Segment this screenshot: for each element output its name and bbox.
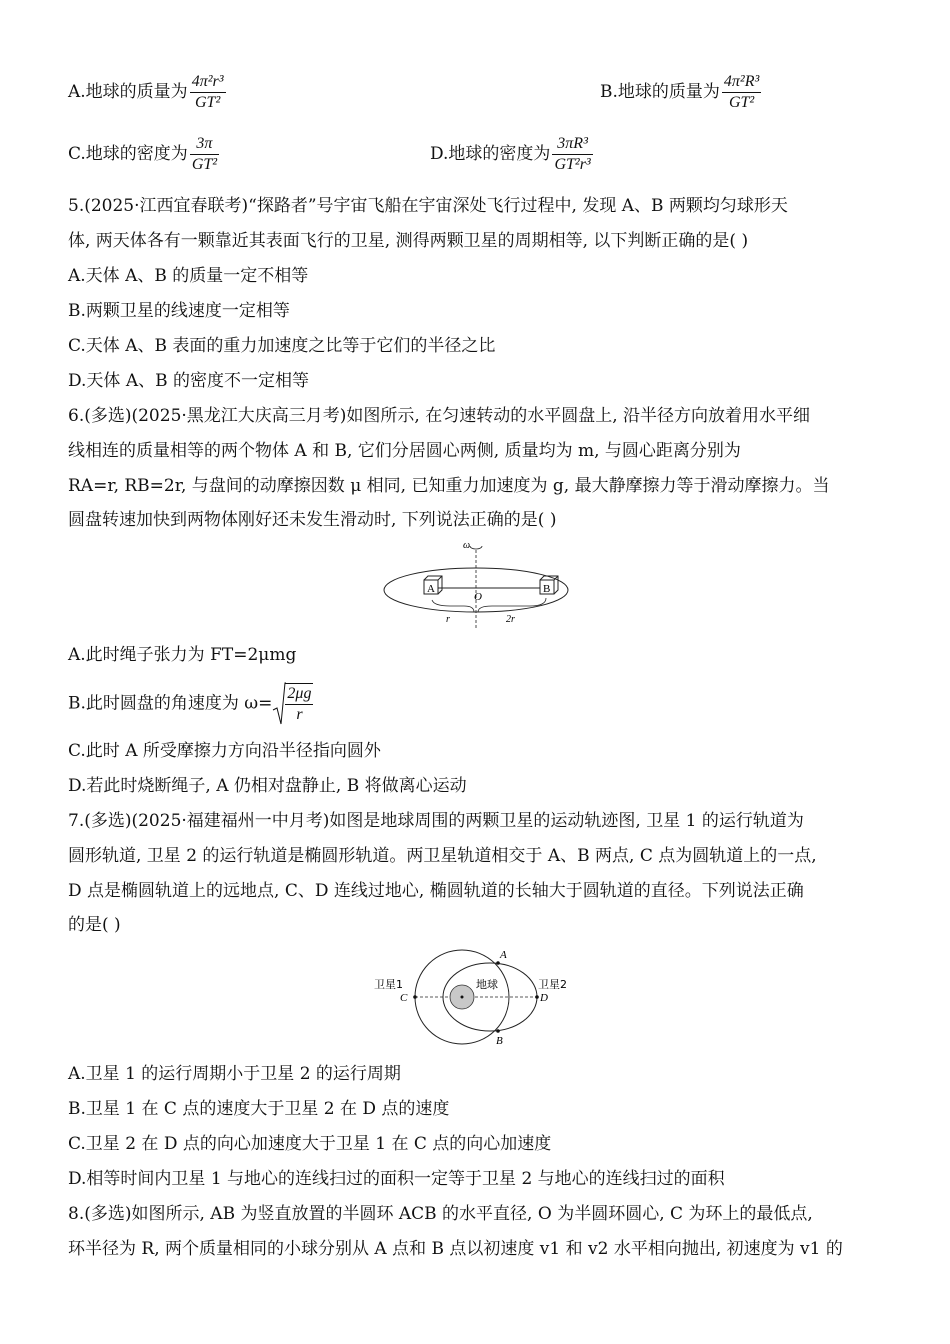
q6-option-b[interactable]: B.此时圆盘的角速度为 ω= $\frac{2\mu g}{r}$ xyxy=(68,682,313,726)
q8-stem-line2: 环半径为 R, 两个质量相同的小球分别从 A 点和 B 点以初速度 v1 和 v2 水平相向抛出, 初速度为 v1 的 xyxy=(68,1239,843,1259)
q5-stem-line2: 体, 两天体各有一颗靠近其表面飞行的卫星, 测得两颗卫星的周期相等, 以下判断正确的是( ) xyxy=(68,231,749,251)
distance-2r-label: 2r xyxy=(506,614,515,625)
q7-option-d[interactable]: D.相等时间内卫星 1 与地心的连线扫过的面积一定等于卫星 2 与地心的连线扫过的面积 xyxy=(68,1169,725,1189)
q6-option-a[interactable]: A.此时绳子张力为 FT=2μmg xyxy=(68,645,297,665)
q6-option-d[interactable]: D.若此时烧断绳子, A 仍相对盘静止, B 将做离心运动 xyxy=(68,776,467,796)
block-a xyxy=(424,576,442,595)
satellite-2-label: 卫星2 xyxy=(538,978,567,991)
q7-option-a[interactable]: A.卫星 1 的运行周期小于卫星 2 的运行周期 xyxy=(68,1064,401,1084)
q6-disk-figure xyxy=(380,536,580,632)
block-b xyxy=(540,576,558,595)
q4-option-a[interactable]: A.地球的质量为 $\frac{\text{4π²r³}}{\text{GT²}}$ xyxy=(68,73,224,111)
q6-stem-line1: 6.(多选)(2025·黑龙江大庆高三月考)如图所示, 在匀速转动的水平圆盘上, 沿半径方向放着用水平细 xyxy=(68,406,811,426)
point-b-dot xyxy=(496,1029,500,1033)
svg-text:B: B xyxy=(543,583,551,595)
q6-stem-line3: RA=r, RB=2r, 与盘间的动摩擦因数 μ 相同, 已知重力加速度为 g, 最大静摩擦力等于滑动摩擦力。当 xyxy=(68,476,830,496)
satellite-1-label: 卫星1 xyxy=(374,978,403,991)
q4-b-fraction: $\frac{\text{4π²R³}}{\text{GT²}}$ xyxy=(723,73,760,111)
point-c-dot xyxy=(413,995,417,999)
q7-stem-line2: 圆形轨道, 卫星 2 的运行轨道是椭圆形轨道。两卫星轨道相交于 A、B 两点, C 点为圆轨道上的一点, xyxy=(68,846,817,866)
q4-d-fraction: $\frac{\text{3πR³}}{\text{GT²r³}}$ xyxy=(554,135,591,173)
rotation-arrow-icon xyxy=(470,546,482,549)
q5-option-c[interactable]: C.天体 A、B 表面的重力加速度之比等于它们的半径之比 xyxy=(68,336,496,356)
point-c-label: C xyxy=(400,992,408,1004)
center-o-label: O xyxy=(474,591,482,603)
q4-a-fraction: $\frac{\text{4π²r³}}{\text{GT²}}$ xyxy=(191,73,224,111)
point-d-dot xyxy=(535,995,539,999)
earth-center-dot xyxy=(461,996,464,999)
point-d-label: D xyxy=(540,992,548,1004)
distance-r-label: r xyxy=(446,614,450,625)
q8-stem-line1: 8.(多选)如图所示, AB 为竖直放置的半圆环 ACB 的水平直径, O 为半圆环圆心, C 为环上的最低点, xyxy=(68,1204,813,1224)
q5-option-b[interactable]: B.两颗卫星的线速度一定相等 xyxy=(68,301,290,321)
point-a-label: A xyxy=(500,949,507,961)
q7-orbit-figure xyxy=(370,942,590,1052)
q7-stem-line4: 的是( ) xyxy=(68,915,121,935)
q7-stem-line3: D 点是椭圆轨道上的远地点, C、D 连线过地心, 椭圆轨道的长轴大于圆轨道的直径。下列说法正确 xyxy=(68,881,804,901)
sqrt-sign-icon xyxy=(272,682,286,726)
q6-option-c[interactable]: C.此时 A 所受摩擦力方向沿半径指向圆外 xyxy=(68,741,381,761)
svg-text:A: A xyxy=(427,583,435,595)
earth-label: 地球 xyxy=(476,978,498,991)
q4-c-fraction: $\frac{3\pi}{\text{GT²}}$ xyxy=(191,135,218,173)
q5-option-d[interactable]: D.天体 A、B 的密度不一定相等 xyxy=(68,371,310,391)
q7-stem-line1: 7.(多选)(2025·福建福州一中月考)如图是地球周围的两颗卫星的运动轨迹图, 卫星 1 的运行轨道为 xyxy=(68,811,804,831)
sqrt-expression: $\frac{2\mu g}{r}$ xyxy=(272,682,313,726)
q5-stem-line1: 5.(2025·江西宜春联考)“探路者”号宇宙飞船在宇宙深处飞行过程中, 发现 A、B 两颗均匀球形天 xyxy=(68,196,788,216)
q6-stem-line4: 圆盘转速加快到两物体刚好还未发生滑动时, 下列说法正确的是( ) xyxy=(68,510,557,530)
q6-stem-line2: 线相连的质量相等的两个物体 A 和 B, 它们分居圆心两侧, 质量均为 m, 与圆心距离分别为 xyxy=(68,441,741,461)
q7-option-c[interactable]: C.卫星 2 在 D 点的向心加速度大于卫星 1 在 C 点的向心加速度 xyxy=(68,1134,552,1154)
omega-label: ω xyxy=(463,540,471,551)
q5-option-a[interactable]: A.天体 A、B 的质量一定不相等 xyxy=(68,266,309,286)
q7-option-b[interactable]: B.卫星 1 在 C 点的速度大于卫星 2 在 D 点的速度 xyxy=(68,1099,450,1119)
point-a-dot xyxy=(496,961,500,965)
q4-option-b[interactable]: B.地球的质量为 $\frac{\text{4π²R³}}{\text{GT²}}$ xyxy=(600,73,760,111)
q4-option-c[interactable]: C.地球的密度为 $\frac{3\pi}{\text{GT²}}$ xyxy=(68,135,218,173)
point-b-label: B xyxy=(496,1035,503,1047)
q4-option-d[interactable]: D.地球的密度为 $\frac{\text{3πR³}}{\text{GT²r³}}$ xyxy=(430,135,591,173)
